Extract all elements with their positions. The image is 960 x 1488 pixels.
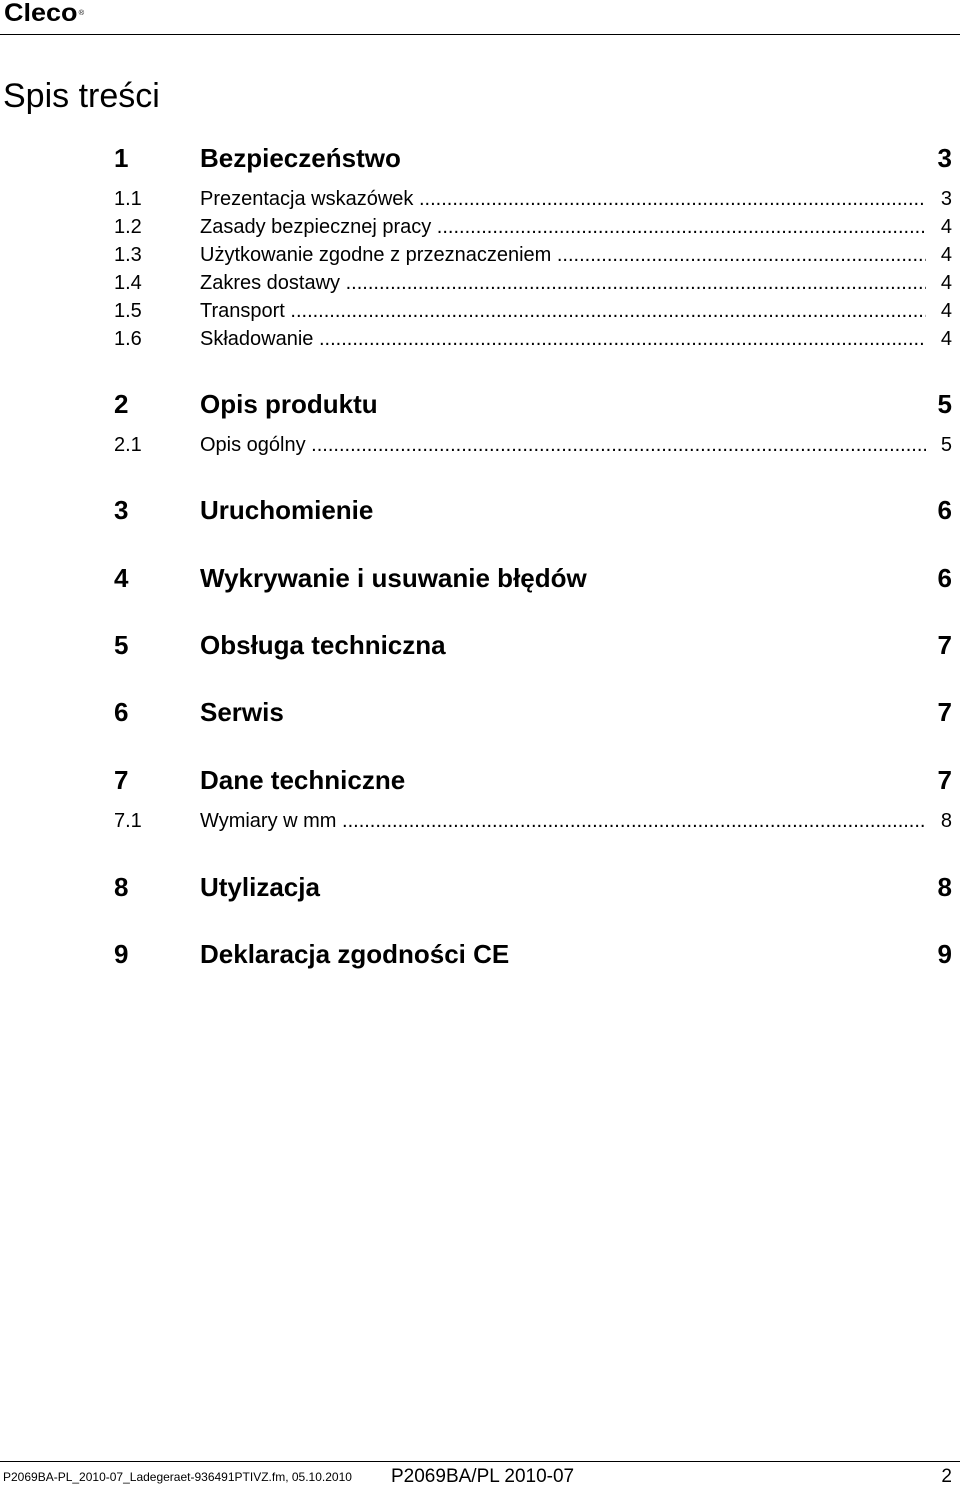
- toc-chapter-entry[interactable]: [114, 388, 952, 420]
- toc-chapter-entry[interactable]: [114, 629, 952, 661]
- toc-entry-title: Zasady bezpiecznej pracy .....: [200, 215, 926, 239]
- toc-entry-title: Opis ogólny .....: [200, 433, 926, 457]
- toc-chapter-entry[interactable]: [114, 764, 952, 796]
- header-divider: [0, 34, 960, 35]
- toc-entry-number: 8: [114, 872, 129, 902]
- toc-section-entry[interactable]: [114, 327, 952, 351]
- toc-entry-page: 5: [937, 389, 952, 419]
- toc-entry-page: 6: [937, 495, 952, 525]
- toc-entry-title: Transport .....: [200, 299, 926, 323]
- toc-entry-number: 3: [114, 495, 129, 525]
- logo-text: Cleco: [4, 0, 78, 27]
- toc-entry-title: Wykrywanie i usuwanie błędów: [200, 563, 587, 593]
- toc-entry-number: 1.6: [114, 328, 142, 350]
- toc-section-entry[interactable]: [114, 299, 952, 323]
- toc-entry-number: 7: [114, 765, 129, 795]
- toc-entry-number: 1.1: [114, 188, 142, 210]
- toc-section-entry[interactable]: [114, 809, 952, 833]
- toc-chapter-entry[interactable]: [114, 142, 952, 174]
- toc-entry-page: 7: [937, 765, 952, 795]
- toc-entry-number: 1.5: [114, 300, 142, 322]
- toc-entry-title: Uruchomienie: [200, 495, 374, 525]
- toc-entry-page: 4: [940, 328, 952, 350]
- page-header: [0, 0, 960, 36]
- toc-section-entry[interactable]: [114, 187, 952, 211]
- cleco-logo: [4, 0, 83, 26]
- toc-entry-title: Składowanie .....: [200, 327, 926, 351]
- toc-entry-page: 4: [940, 272, 952, 294]
- toc-section-entry[interactable]: [114, 433, 952, 457]
- toc-entry-title: Bezpieczeństwo: [200, 143, 401, 173]
- toc-entry-number: 1.4: [114, 272, 142, 294]
- toc-entry-page: 7: [937, 697, 952, 727]
- toc-chapter-entry[interactable]: [114, 938, 952, 970]
- toc-entry-number: 9: [114, 939, 129, 969]
- toc-entry-title: Utylizacja: [200, 872, 320, 902]
- toc-entry-title: Użytkowanie zgodne z przeznaczeniem .....: [200, 243, 926, 267]
- toc-entry-title: Wymiary w mm .....: [200, 809, 926, 833]
- footer-file-info: P2069BA-PL_2010-07_Ladegeraet-936491PTIVZ.fm, 05.10.2010: [3, 1470, 352, 1484]
- toc-entry-page: 3: [937, 143, 952, 173]
- toc-entry-page: 8: [940, 810, 952, 832]
- toc-entry-page: 3: [940, 188, 952, 210]
- toc-entry-page: 5: [940, 434, 952, 456]
- toc-entry-page: 8: [937, 872, 952, 902]
- toc-entry-number: 6: [114, 697, 129, 727]
- toc-entry-title: Zakres dostawy .....: [200, 271, 926, 295]
- toc-entry-number: 5: [114, 630, 129, 660]
- toc-entry-title: Prezentacja wskazówek .....: [200, 187, 926, 211]
- toc-entry-title: Dane techniczne: [200, 765, 406, 795]
- toc-entry-title: Serwis: [200, 697, 284, 727]
- toc-entry-page: 4: [940, 216, 952, 238]
- toc-entry-number: 2: [114, 389, 129, 419]
- toc-entry-page: 4: [940, 244, 952, 266]
- toc-entry-number: 1.3: [114, 244, 142, 266]
- toc-entry-page: 6: [937, 563, 952, 593]
- toc-chapter-entry[interactable]: [114, 494, 952, 526]
- toc-chapter-entry[interactable]: [114, 871, 952, 903]
- toc-section-entry[interactable]: [114, 215, 952, 239]
- registered-mark: ®: [78, 10, 85, 17]
- toc-entry-number: 4: [114, 563, 129, 593]
- footer-document-id: P2069BA/PL 2010-07: [391, 1466, 575, 1487]
- toc-entry-title: Obsługa techniczna: [200, 630, 446, 660]
- toc-entry-page: 4: [940, 300, 952, 322]
- toc-entry-page: 9: [937, 939, 952, 969]
- toc-entry-title: Opis produktu: [200, 389, 378, 419]
- toc-chapter-entry[interactable]: [114, 696, 952, 728]
- page-title: Spis treści: [3, 77, 160, 115]
- toc-section-entry[interactable]: [114, 243, 952, 267]
- toc-chapter-entry[interactable]: [114, 562, 952, 594]
- footer-page-number: 2: [941, 1466, 952, 1487]
- toc-section-entry[interactable]: [114, 271, 952, 295]
- toc-entry-title: Deklaracja zgodności CE: [200, 939, 510, 969]
- toc-entry-number: 1: [114, 143, 129, 173]
- toc-entry-number: 7.1: [114, 810, 142, 832]
- toc-entry-page: 7: [937, 630, 952, 660]
- footer-divider: [0, 1461, 960, 1462]
- toc-entry-number: 1.2: [114, 216, 142, 238]
- toc-entry-number: 2.1: [114, 434, 142, 456]
